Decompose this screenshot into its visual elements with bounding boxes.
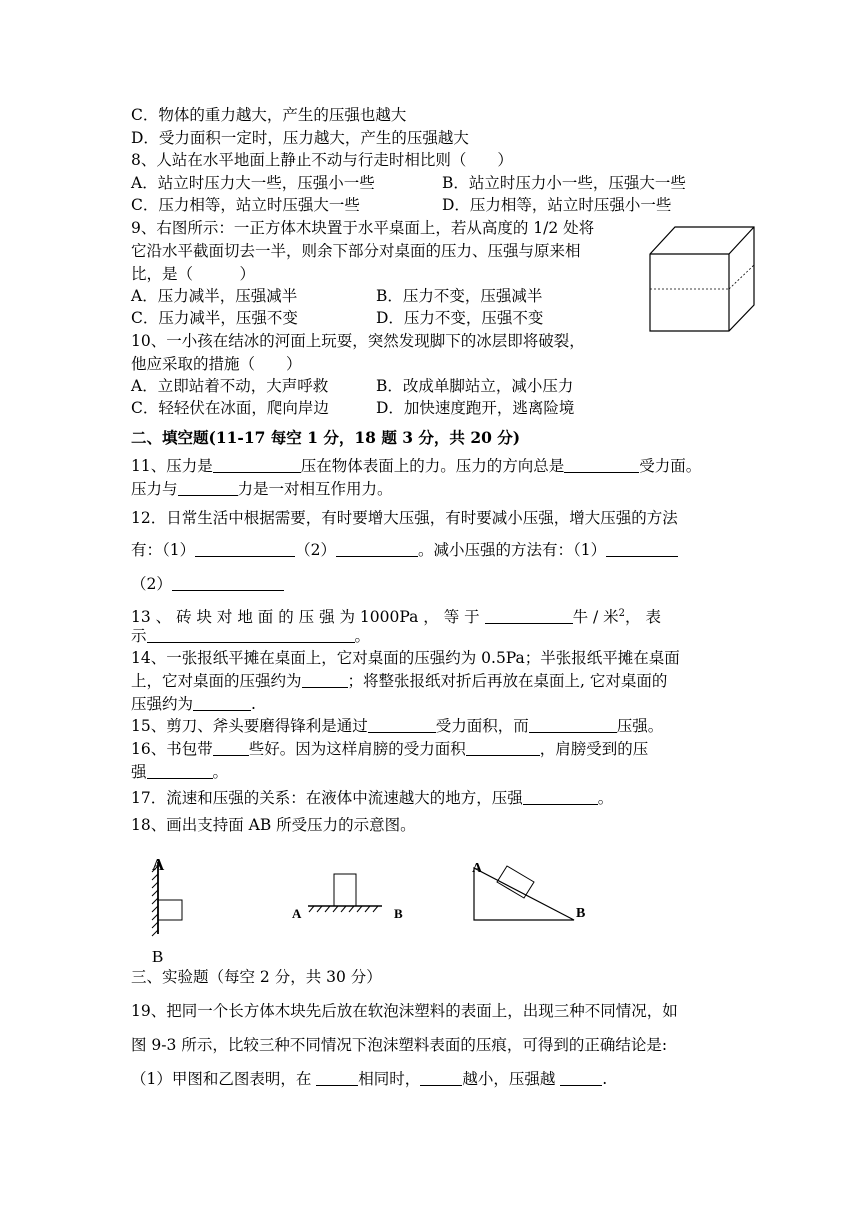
q12-text-d: （2） xyxy=(131,575,172,593)
option-c-gravity: C．物体的重力越大，产生的压强也越大 xyxy=(131,106,407,124)
q13-text-c: ， 表 xyxy=(625,608,661,626)
question-19-line-1: 19、把同一个长方体木块先后放在软泡沫塑料的表面上，出现三种不同情况，如 xyxy=(131,1002,678,1020)
floor-figure xyxy=(290,870,410,930)
q17-text-a: 17．流速和压强的关系：在液体中流速越大的地方，压强 xyxy=(131,789,523,807)
q10-option-c: C．轻轻伏在冰面，爬向岸边 xyxy=(131,399,329,417)
q8-option-d: D．压力相等，站立时压强小一些 xyxy=(442,196,672,214)
incline-top-label: A xyxy=(472,861,483,876)
floor-right-label: B xyxy=(394,906,403,921)
q8-option-a: A．站立时压力大一些，压强小一些 xyxy=(131,174,375,192)
question-13-line-2 xyxy=(131,625,370,647)
q10-option-a: A．立即站着不动，大声呼救 xyxy=(131,377,329,395)
q15-blank-1[interactable] xyxy=(368,716,436,733)
q13-blank-2[interactable] xyxy=(147,626,355,643)
incline-figure xyxy=(468,856,598,926)
q11-text-e: 力是一对相互作用力。 xyxy=(237,480,393,498)
q13-superscript: 2 xyxy=(618,608,626,619)
question-14-line-2 xyxy=(131,670,667,692)
q19-blank-1[interactable] xyxy=(316,1069,358,1086)
option-d-area: D．受力面积一定时，压力越大，产生的压强越大 xyxy=(131,129,469,147)
q19-text-c: 越小，压强越 xyxy=(462,1070,561,1088)
q10-option-b: B．改成单脚站立，减小压力 xyxy=(376,377,574,395)
q12-text-a: 有：（1） xyxy=(131,541,196,559)
q19-text-d: . xyxy=(602,1070,608,1088)
q16-text-b: 些好。因为这样肩膀的受力面积 xyxy=(248,740,466,758)
q17-text-b: 。 xyxy=(597,789,614,807)
question-8: 8、人站在水平地面上静止不动与行走时相比则（ ） xyxy=(131,151,513,169)
q9-option-d: D．压力不变，压强不变 xyxy=(376,309,544,327)
question-18: 18、画出支持面 AB 所受压力的示意图。 xyxy=(131,816,416,834)
question-10-line-2: 他应采取的措施（ ） xyxy=(131,355,302,373)
question-9-line-1: 9、右图所示：一正方体木块置于水平桌面上，若从高度的 1/2 处将 xyxy=(131,219,595,237)
q15-blank-2[interactable] xyxy=(529,716,617,733)
q16-blank-1[interactable] xyxy=(213,739,249,756)
q8-option-b: B．站立时压力小一些，压强大一些 xyxy=(442,174,686,192)
question-12-line-1: 12．日常生活中根据需要，有时要增大压强，有时要减小压强，增大压强的方法 xyxy=(131,509,678,527)
q14-text-b: ；将整张报纸对折后再放在桌面上, 它对桌面的 xyxy=(347,672,668,690)
q16-blank-2[interactable] xyxy=(466,739,540,756)
q12-blank-4[interactable] xyxy=(172,574,284,591)
q16-blank-3[interactable] xyxy=(147,762,213,779)
question-16-line-2 xyxy=(131,761,228,783)
q9-option-c: C．压力减半，压强不变 xyxy=(131,309,298,327)
wall-bottom-label: B xyxy=(152,947,164,966)
q14-text-d: . xyxy=(251,695,256,713)
q19-text-b: 相同时， xyxy=(358,1070,421,1088)
incline-right-label: B xyxy=(576,906,586,921)
q12-blank-3[interactable] xyxy=(606,540,678,557)
q14-text-c: 压强约为 xyxy=(131,695,194,713)
section-3-heading: 三、实验题（每空 2 分，共 30 分） xyxy=(131,968,382,986)
question-19-line-2: 图 9-3 所示，比较三种不同情况下泡沫塑料表面的压痕，可得到的正确结论是: xyxy=(131,1036,668,1054)
question-12-line-3 xyxy=(131,573,284,595)
q12-blank-1[interactable] xyxy=(195,540,295,557)
question-17 xyxy=(131,787,613,809)
q11-blank-1[interactable] xyxy=(213,456,301,473)
question-9-line-2: 它沿水平截面切去一半，则余下部分对桌面的压力、压强与原来相 xyxy=(131,242,581,260)
question-19-line-3 xyxy=(131,1068,607,1090)
question-16-line-1 xyxy=(131,738,648,760)
q13-text-e: 。 xyxy=(354,627,371,645)
question-9-line-3: 比，是（ ） xyxy=(131,265,256,283)
q9-option-a: A．压力减半，压强减半 xyxy=(131,287,298,305)
q15-text-c: 压强。 xyxy=(616,717,664,735)
q19-blank-3[interactable] xyxy=(560,1069,602,1086)
question-10-line-1: 10、一小孩在结冰的河面上玩耍，突然发现脚下的冰层即将破裂， xyxy=(131,332,585,350)
q14-blank-2[interactable] xyxy=(193,694,251,711)
q11-text-a: 11、压力是 xyxy=(131,457,213,475)
question-12-line-2 xyxy=(131,539,678,561)
q15-text-a: 15、剪刀、斧头要磨得锋利是通过 xyxy=(131,717,368,735)
q11-text-d: 压力与 xyxy=(131,480,178,498)
q12-text-c: 。减小压强的方法有：（1） xyxy=(418,541,607,559)
q11-text-c: 受力面。 xyxy=(639,457,702,475)
q11-text-b: 压在物体表面上的力。压力的方向总是 xyxy=(300,457,565,475)
q14-text-a: 上，它对桌面的压强约为 xyxy=(131,672,302,690)
question-14-line-3 xyxy=(131,693,256,715)
q16-text-e: 。 xyxy=(212,763,229,781)
q13-blank-1[interactable] xyxy=(485,607,573,624)
q9-option-b: B．压力不变，压强减半 xyxy=(376,287,543,305)
q13-text-b: 牛 / 米 xyxy=(572,608,619,626)
q10-option-d: D．加快速度跑开，逃离险境 xyxy=(376,399,575,417)
question-11-line-2 xyxy=(131,478,393,500)
q13-text-d: 示 xyxy=(131,627,147,645)
q8-option-c: C．压力相等，站立时压强大一些 xyxy=(131,196,360,214)
q15-text-b: 受力面积，而 xyxy=(435,717,529,735)
q16-text-a: 16、书包带 xyxy=(131,740,213,758)
wall-top-label: A xyxy=(152,855,165,874)
q11-blank-3[interactable] xyxy=(178,479,238,496)
q12-text-b: （2） xyxy=(295,541,336,559)
q13-text-a: 13 、 砖 块 对 地 面 的 压 强 为 1000Pa ， 等 于 xyxy=(131,608,480,626)
q17-blank-1[interactable] xyxy=(523,788,598,805)
q11-blank-2[interactable] xyxy=(564,456,639,473)
floor-left-label: A xyxy=(292,906,302,921)
section-2-heading: 二、填空题(11-17 每空 1 分，18 题 3 分，共 20 分) xyxy=(131,428,521,447)
q12-blank-2[interactable] xyxy=(336,540,418,557)
wall-figure xyxy=(150,855,195,968)
question-15 xyxy=(131,715,663,737)
q19-text-a: （1）甲图和乙图表明，在 xyxy=(131,1070,317,1088)
cube-figure xyxy=(648,225,758,335)
q19-blank-2[interactable] xyxy=(420,1069,462,1086)
question-14-line-1: 14、一张报纸平摊在桌面上，它对桌面的压强约为 0.5Pa；半张报纸平摊在桌面 xyxy=(131,649,680,667)
q16-text-c: ，肩膀受到的压 xyxy=(539,740,649,758)
q16-text-d: 强 xyxy=(131,763,147,781)
question-11-line-1 xyxy=(131,455,701,477)
q14-blank-1[interactable] xyxy=(302,671,348,688)
